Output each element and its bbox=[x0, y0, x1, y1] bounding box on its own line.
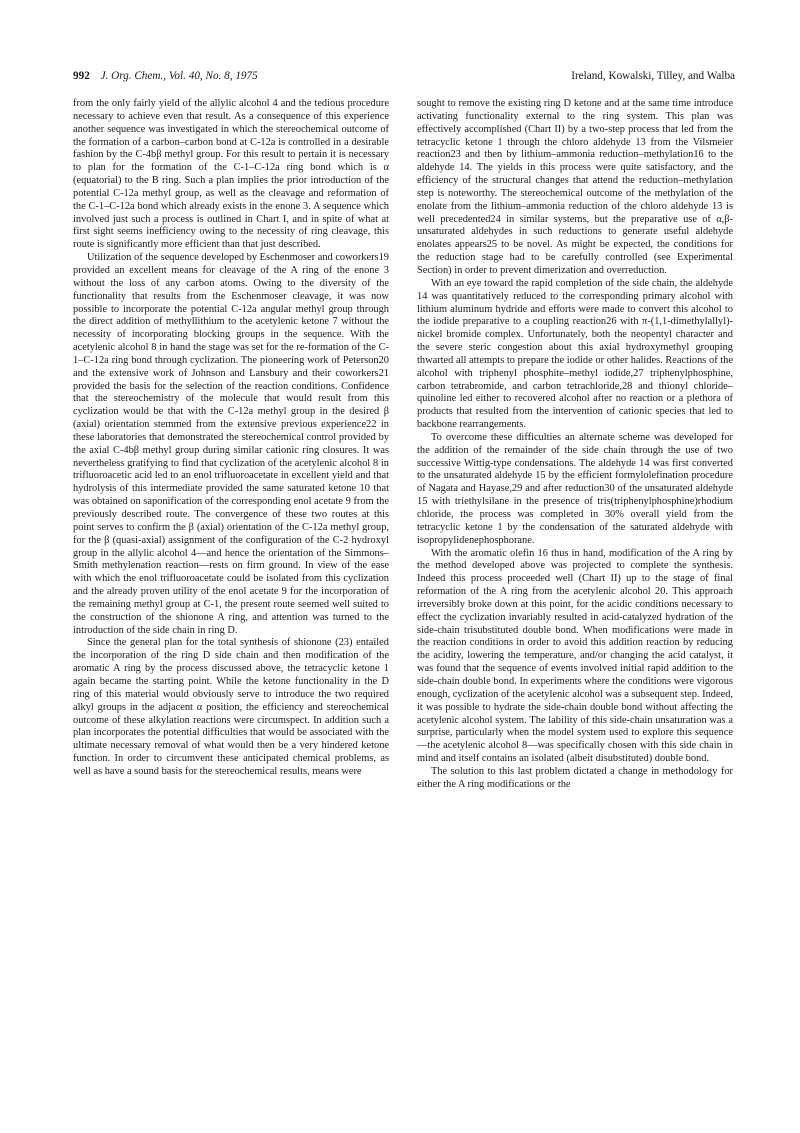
paragraph: With an eye toward the rapid completion of the side chain, the aldehyde 14 was quantitatively reduced to the corresponding primary alcohol with lithium aluminum hydride and efforts were made to convert this alcohol to the iodide preparative to a coupling reaction26 with π-(1,1-dimethylallyl)-nickel bromide complex. Unfortunately, both the neopentyl character and the severe steric congestion about this axial hydroxymethyl grouping thwarted all attempts to prepare the iodide or other halides. Reactions of the alcohol with triphenyl phosphite–methyl iodide,27 triphenylphosphine, carbon tetrabromide, and carbon tetrachloride,28 and thionyl chloride–quinoline led either to recovered alcohol after no reaction or a plethora of products that resulted from the intervention of cationic species that led to backbone rearrangements. bbox=[417, 277, 733, 431]
paragraph: The solution to this last problem dictated a change in methodology for either the A ring modifications or the bbox=[417, 765, 733, 790]
paragraph: from the only fairly yield of the allylic alcohol 4 and the tedious procedure necessary to achieve even that result. As a consequence of this experience another sequence was investigated in which the stereochemical outcome of the formation of a carbon–carbon bond at C-12a is controlled in a desirable fashion by the C-4bβ methyl group. For this result to pertain it is necessary to plan for the formation of the C-1–C-12a ring bond which is α (equatorial) to the B ring. Such a plan implies the prior introduction of the potential C-12a methyl group, as well as the cleavage and reformation of the C-1–C-12a bond which already exists in the enone 3. A sequence which involved just such a process is outlined in Chart I, and in spite of what at first sight seems inefficiency owing to the necessity of ring cleavage, this route is significantly more efficient than that just described. bbox=[73, 98, 389, 251]
right-column bbox=[417, 98, 733, 792]
paragraph: With the aromatic olefin 16 thus in hand, modification of the A ring by the method developed above was projected to complete the synthesis. Indeed this process proceeded well (Chart II) up to the stage of final reformation of the A ring from the acetylenic alcohol 20. This approach irreversibly broke down at this point, for the acidic conditions necessary to effect the cyclization invariably resulted in acid-catalyzed hydration of the side-chain trisubstituted double bond. When modifications were made in the reaction conditions in order to avoid this addition reaction by reducing the acidity, lowering the temperature, and/or changing the acid catalyst, it was found that the sequence of events involved initial rapid addition to the side-chain double bond. In experiments where the conditions were vigorous enough, cyclization of the acetylenic alcohol was a subsequent step. Indeed, it was possible to hydrate the side-chain double bond without affecting the acetylenic alcohol system. The lability of this side-chain unsaturation was a surprise, particularly when the model system used to explore this sequence—the acetylenic alcohol 8—was specifically chosen with this side chain in mind and itself contains an isolated (albeit disubstituted) double bond. bbox=[417, 547, 733, 765]
paragraph: Since the general plan for the total synthesis of shionone (23) entailed the incorporation of the ring D side chain and then modification of the aromatic A ring by the process discussed above, the tetracyclic ketone 1 again became the starting point. While the ketone functionality in the D ring of this material would obviously serve to introduce the two required alkyl groups in the adjacent α position, the efficiency and stereochemical outcome of these alkylation reactions were circumspect. In addition such a plan incorporates the potential difficulties that would be associated with the ultimate necessary removal of what would then be a very hindered ketone function. In order to circumvent these anticipated chemical problems, as well as have a sound basis for the stereochemical results, means were bbox=[73, 637, 389, 777]
paragraph: sought to remove the existing ring D ketone and at the same time introduce activating functionality external to the ring system. This plan was effectively accomplished (Chart II) by a two-step process that led from the tetracyclic ketone 1 through the chloro aldehyde 13 from the Vilsmeier reaction23 and then by lithium–ammonia reduction–methylation16 to the aldehyde 14. The yields in this process were quite satisfactory, and the efficiency of the structural changes that attend the reduction–methylation step is noteworthy. The stereochemical outcome of the methylation of the enolate from the lithium–ammonia reduction of the chloro aldehyde 13 is well precedented24 in similar systems, but the preparative use of α,β-unsaturated aldehydes in such reductions to generate useful aldehyde enolates appears25 to be novel. As might be expected, the conditions for the reduction stage had to be carefully controlled (see Experimental Section) in order to prevent dimerization and overreduction. bbox=[417, 98, 733, 276]
left-column bbox=[73, 98, 389, 779]
journal-citation: J. Org. Chem., Vol. 40, No. 8, 1975 bbox=[100, 70, 258, 82]
author-list: Ireland, Kowalski, Tilley, and Walba bbox=[571, 70, 735, 82]
page-number: 992 bbox=[73, 70, 90, 82]
page-header bbox=[73, 70, 735, 88]
paragraph: To overcome these difficulties an alternate scheme was developed for the addition of the remainder of the side chain through the use of two successive Wittig-type condensations. The aldehyde 14 was first converted to the unsaturated aldehyde 15 by the efficient formylolefination procedure of Nagata and Hayase,29 and after reduction30 of the unsaturated aldehyde 15 with triethylsilane in the presence of tris(triphenylphosphine)rhodium chloride, the process was completed in 30% overall yield from the tetracyclic ketone 1 by the condensation of the saturated aldehyde with isopropylidenephosphorane. bbox=[417, 431, 733, 546]
paragraph: Utilization of the sequence developed by Eschenmoser and coworkers19 provided an excellent means for cleavage of the A ring of the enone 3 without the loss of any carbon atoms. Owing to the diversity of the functionality that results from the Eschenmoser cleavage, it was now possible to incorporate the potential C-12a angular methyl group through the direct addition of methyllithium to the acetylenic ketone 7 without the necessity of incorporating blocking groups in the sequence. With the acetylenic alcohol 8 in hand the stage was set for the re-formation of the C-1–C-12a ring bond through cyclization. The pioneering work of Peterson20 and the extensive work of Johnson and Lansbury and their coworkers21 provided the basis for the selection of the reaction conditions. Confidence that the stereochemistry of the molecule that would result from this cyclization would be that with the C-12a methyl group in the desired β (axial) orientation stemmed from the extensive previous experience22 in these laboratories that demonstrated the stereochemical control provided by the axial C-4bβ methyl group during similar cationic ring closures. It was nevertheless gratifying to find that cyclization of the acetylenic alcohol 8 in trifluoroacetic acid led to an enol trifluoroacetate in excellent yield and that hydrolysis of this intermediate provided the same saturated ketone 10 that was obtained on saponification of the corresponding enol acetate 9 from the previously described route. The convergence of these two routes at this point serves to confirm the β (axial) orientation of the C-12a methyl group, for the β (quasi-axial) assignment of the configuration of the C-2 hydroxyl group in the allylic alcohol 4—and hence the orientation of the Simmons–Smith methylenation reaction—rests on firm ground. In view of the ease with which the enol trifluoroacetate could be isolated from this cyclization and the already proven utility of the enol acetate 9 for the incorporation of the remaining methyl group at C-1, the present route seemed well suited to the construction of the shionone A ring, and attention was turned to the introduction of the side chain in ring D. bbox=[73, 252, 389, 636]
header-left bbox=[73, 70, 258, 82]
